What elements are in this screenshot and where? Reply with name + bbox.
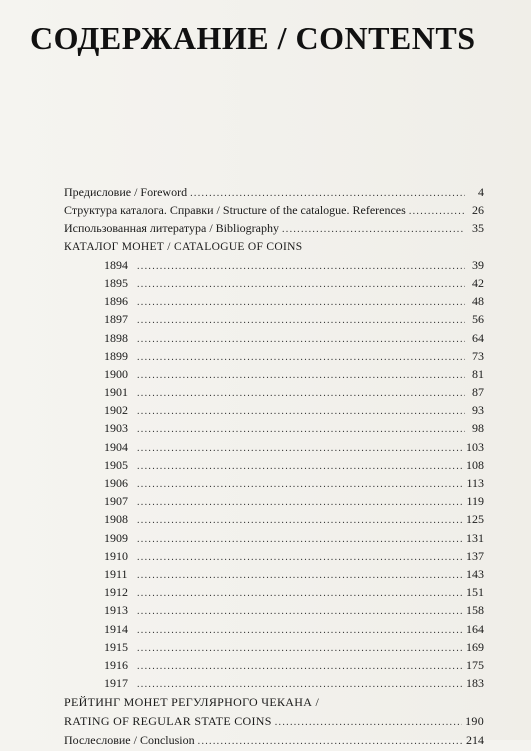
toc-entry-page: 73 [472,348,484,363]
toc-entry-year[interactable] [64,583,484,601]
toc-entry-page: 35 [472,221,484,236]
year-list [64,256,484,693]
toc-entry-label: 1911 [104,566,128,581]
toc-entry-page: 164 [466,621,484,636]
dot-leader [137,458,463,476]
dot-leader [137,276,465,294]
dot-leader [137,585,463,603]
toc-entry-page: 183 [466,676,484,691]
toc-entry-year[interactable] [64,638,484,656]
dot-leader [282,221,465,239]
catalogue-heading-label: КАТАЛОГ МОНЕТ / CATALOGUE OF COINS [64,240,303,253]
toc-entry-label: 1915 [104,639,128,654]
toc-entry-label: 1904 [104,439,128,454]
toc-entry-rating[interactable] [64,712,484,730]
dot-leader [137,403,465,421]
toc-entry-label: 1910 [104,548,128,563]
toc-entry-year[interactable] [64,347,484,365]
toc-entry-label: 1901 [104,385,128,400]
dot-leader [137,640,463,658]
toc-entry-page: 4 [478,185,484,199]
toc-entry-label: 1897 [104,312,128,327]
toc-entry-year[interactable] [64,529,484,547]
toc-entry-page: 143 [466,566,484,581]
toc-entry-label: Предисловие / Foreword [64,185,188,199]
toc-entry-label: 1917 [104,676,128,691]
toc-entry-label: 1894 [104,257,128,272]
toc-entry-year[interactable] [64,510,484,528]
toc-entry-label: RATING OF REGULAR STATE COINS [64,714,272,729]
rating-heading-label: РЕЙТИНГ МОНЕТ РЕГУЛЯРНОГО ЧЕКАНА / [64,695,320,710]
toc-entry-page: 169 [466,639,484,654]
toc-entry-page: 103 [466,439,484,454]
toc-entry-label: 1916 [104,657,128,672]
toc-entry-page: 119 [466,494,484,509]
toc-entry-page: 190 [465,714,484,729]
table-of-contents [64,183,484,749]
toc-entry-year[interactable] [64,474,484,492]
toc-entry-page: 81 [472,366,484,381]
toc-entry-label: 1913 [104,603,128,618]
toc-entry-label: Послесловие / Conclusion [64,732,195,747]
toc-entry-label: 1912 [104,585,128,600]
toc-entry-page: 175 [466,657,484,672]
dot-leader [137,676,463,694]
dot-leader [137,531,463,549]
toc-entry-year[interactable] [64,419,484,437]
toc-entry-label: 1896 [104,294,128,309]
toc-entry-label: 1909 [104,530,128,545]
toc-entry-year[interactable] [64,401,484,419]
toc-entry-year[interactable] [64,292,484,310]
dot-leader [137,658,463,676]
toc-entry-year[interactable] [64,329,484,347]
toc-entry-page: 98 [472,421,484,436]
catalogue-heading [64,238,484,256]
toc-entry-year[interactable] [64,620,484,638]
dot-leader [198,733,463,751]
toc-entry-label: 1902 [104,403,128,418]
toc-entry-label: 1907 [104,494,128,509]
toc-entry[interactable] [64,219,484,237]
dot-leader [409,203,465,221]
toc-entry-page: 87 [472,385,484,400]
toc-entry-page: 64 [472,330,484,345]
toc-entry-label: 1895 [104,275,128,290]
dot-leader [137,622,463,640]
toc-entry-page: 26 [472,203,484,218]
dot-leader [275,714,462,732]
dot-leader [137,567,463,585]
dot-leader [137,331,465,349]
toc-entry-year[interactable] [64,383,484,401]
toc-entry-page: 93 [472,403,484,418]
dot-leader [137,512,463,530]
toc-entry-year[interactable] [64,547,484,565]
dot-leader [137,385,465,403]
toc-entry-label: 1908 [104,512,128,527]
toc-entry-page: 158 [466,603,484,618]
dot-leader [137,549,463,567]
dot-leader [137,312,465,330]
toc-entry-label: 1914 [104,621,128,636]
page-title: СОДЕРЖАНИЕ / CONTENTS [30,20,476,56]
toc-entry-page: 42 [472,275,484,290]
toc-entry-year[interactable] [64,565,484,583]
toc-entry-year[interactable] [64,256,484,274]
toc-entry-label: 1905 [104,457,128,472]
toc-entry-page: 56 [472,312,484,327]
rating-heading [64,693,484,711]
toc-entry-label: Использованная литература / Bibliography [64,221,279,236]
toc-entry-page: 151 [466,585,484,600]
toc-entry[interactable] [64,183,484,201]
dot-leader [137,476,463,494]
toc-entry-page: 214 [466,732,484,747]
dot-leader [137,421,465,439]
front-matter-list [64,183,484,238]
toc-entry-page: 131 [466,530,484,545]
toc-entry-label: Структура каталога. Справки / Structure of the catalogue. References [64,203,406,218]
toc-entry-label: 1898 [104,330,128,345]
toc-entry-label: 1900 [104,366,128,381]
dot-leader [137,258,465,276]
dot-leader [137,440,463,458]
toc-entry-page: 137 [466,548,484,563]
toc-entry-year[interactable] [64,310,484,328]
toc-entry-page: 108 [466,457,484,472]
toc-entry-year[interactable] [64,601,484,619]
toc-entry-page: 48 [472,294,484,309]
toc-entry-page: 113 [466,476,484,490]
toc-entry-year[interactable] [64,656,484,674]
toc-entry-year[interactable] [64,438,484,456]
toc-entry-year[interactable] [64,674,484,692]
toc-entry-label: 1906 [104,476,128,490]
toc-entry-page: 125 [466,512,484,527]
dot-leader [137,603,463,621]
toc-entry[interactable] [64,201,484,219]
toc-entry-year[interactable] [64,365,484,383]
dot-leader [137,349,465,367]
dot-leader [137,494,463,512]
dot-leader [137,294,465,312]
toc-entry-page: 39 [472,257,484,272]
toc-entry-label: 1899 [104,348,128,363]
toc-entry-year[interactable] [64,456,484,474]
toc-entry-year[interactable] [64,492,484,510]
toc-entry-label: 1903 [104,421,128,436]
dot-leader [137,367,465,385]
toc-entry-year[interactable] [64,274,484,292]
